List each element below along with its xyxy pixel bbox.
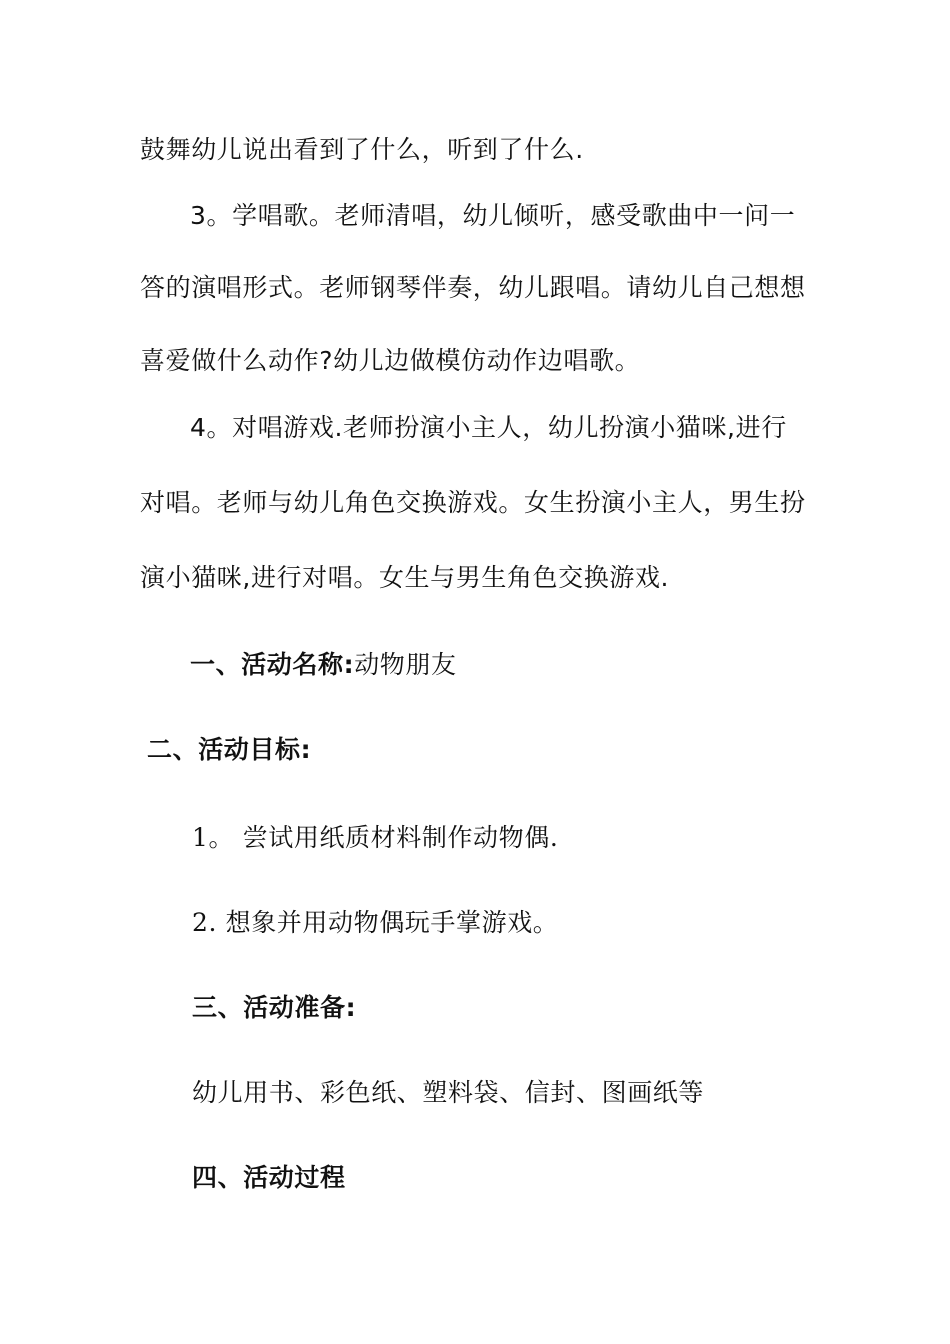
section-heading-activity-name: [190, 647, 457, 683]
section-heading-activity-process: 四、活动过程: [192, 1163, 346, 1192]
section-heading-activity-goals: 二、活动目标:: [147, 735, 312, 764]
paragraph-line: 4。对唱游戏.老师扮演小主人，幼儿扮演小猫咪,进行: [190, 413, 787, 442]
paragraph-line: 喜爱做什么动作?幼儿边做模仿动作边唱歌。: [140, 346, 641, 375]
paragraph-line: 对唱。老师与幼儿角色交换游戏。女生扮演小主人，男生扮: [140, 488, 806, 517]
section-label: 一、活动名称:: [190, 650, 355, 679]
section-heading-activity-preparation: 三、活动准备:: [192, 993, 357, 1022]
section-value: 动物朋友: [354, 650, 457, 679]
materials-list: 幼儿用书、彩色纸、塑料袋、信封、图画纸等: [192, 1078, 705, 1107]
paragraph-line: 3。学唱歌。老师清唱，幼儿倾听，感受歌曲中一问一: [190, 201, 796, 230]
paragraph-line: 演小猫咪,进行对唱。女生与男生角色交换游戏.: [140, 563, 670, 592]
goal-item: 2. 想象并用动物偶玩手掌游戏。: [192, 908, 559, 937]
paragraph-line: 鼓舞幼儿说出看到了什么，听到了什么.: [140, 135, 584, 164]
paragraph-line: 答的演唱形式。老师钢琴伴奏，幼儿跟唱。请幼儿自己想想: [140, 273, 806, 302]
goal-item: 1。 尝试用纸质材料制作动物偶.: [192, 823, 559, 852]
